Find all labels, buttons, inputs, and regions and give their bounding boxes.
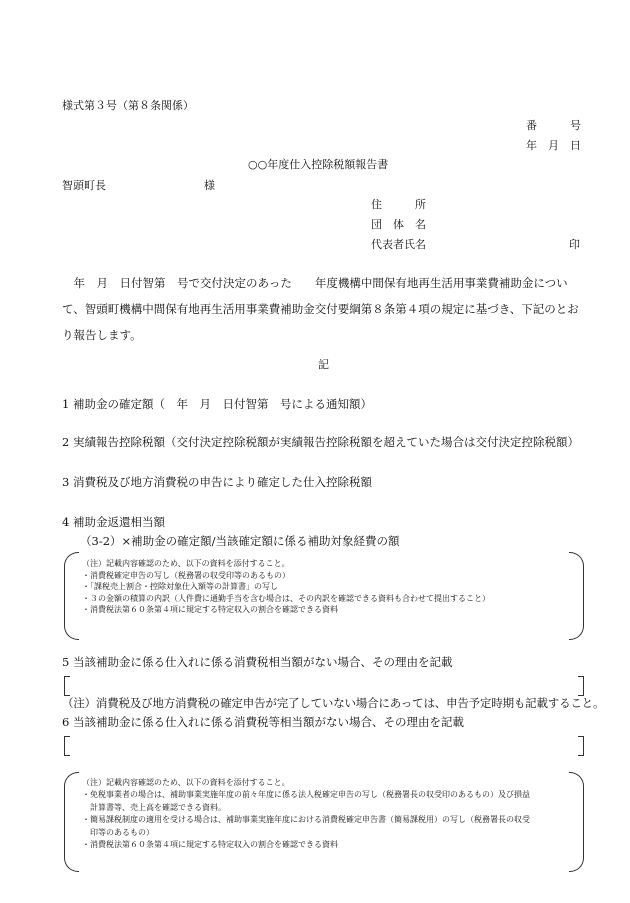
left-bracket [64,676,70,696]
honorific: 様 [204,179,215,192]
item-5-note: （注）消費税及び地方消費税の確定申告が完了していない場合にあっては、申告予定時期も記載すること。 [62,696,605,710]
left-bracket [64,552,79,640]
representative-label: 代表者氏名 [371,238,426,251]
item-6: 6 当該補助金に係る仕入れに係る消費税等相当額がない場合、その理由を記載 [62,715,464,729]
body-paragraph: 年 月 日付智第 号で交付決定のあった 年度機構中間保有地再生活用事業費補助金について、智頭町機構中間保有地再生活用事業費補助金交付要綱第８条第４項の規定に基づき、下記のとおり報告します。 [62,276,579,342]
note-box-2 [64,772,584,872]
note-2-text [82,777,566,851]
right-bracket [569,552,584,640]
organization-label: 団 体 名 [371,218,426,231]
note-1-line: ・３の金額の積算の内訳（人件費に通勤手当を含む場合は、その内訳を確認できる資料も合わせて提出すること） [82,593,490,603]
note-2-line: （注）記載内容確認のため、以下の資料を添付すること。 [82,778,290,787]
note-2-line: ・簡易課税制度の適用を受ける場合は、補助事業実施年度における消費税確定申告書（簡易課税用）の写し（税務署長の収受 [82,815,530,825]
number-label: 番 号 [526,119,581,132]
note-1-line: ・消費税確定申告の写し（税務署の収受印等のあるもの） [82,570,290,580]
note-box-1 [64,552,584,640]
date-label: 年 月 日 [526,139,581,152]
note-2-line: ・消費税法第６０条第４項に規定する特定収入の割合を確認できる資料 [82,839,338,849]
document-title: ○○年度仕入控除税額報告書 [248,158,389,171]
item-1: 1 補助金の確定額（ 年 月 日付智第 号による通知額） [62,397,372,411]
right-bracket [578,736,584,756]
item-4-formula: （3-2）×補助金の確定額/当該確定額に係る補助対象経費の額 [80,534,400,548]
ki-heading: 記 [318,358,329,371]
note-1-line: ・消費税法第６０条第４項に規定する特定収入の割合を確認できる資料 [82,605,338,615]
item-5: 5 当該補助金に係る仕入れに係る消費税相当額がない場合、その理由を記載 [62,655,453,669]
right-bracket [569,772,584,872]
left-bracket [64,772,79,872]
note-2-line: ・免税事業者の場合は、補助事業実施年度の前々年度に係る法人税確定申告の写し（税務署長の収受印のあるもの）及び損益 [82,790,530,800]
note-1-line: （注）記載内容確認のため、以下の資料を添付すること。 [82,559,290,568]
note-2-line: 印等のあるもの） [82,827,154,837]
item-4: 4 補助金返還相当額 [62,515,165,529]
item-6-reason-field[interactable] [64,736,584,756]
address-label: 住 所 [371,198,426,211]
addressee: 智頭町長 [62,179,106,192]
form-number: 様式第３号（第８条関係） [62,99,194,112]
note-1-text [82,558,566,616]
item-2: 2 実績報告控除税額（交付決定控除税額が実績報告控除税額を超えていた場合は交付決定控除税額） [62,435,579,449]
item-3: 3 消費税及び地方消費税の申告により確定した仕入控除税額 [62,475,372,489]
note-2-line: 計算書等、売上高を確認できる資料。 [82,802,226,812]
note-1-line: ・「課税売上割合・控除対象仕入額等の計算書」の写し [82,582,278,592]
item-5-reason-field[interactable] [64,676,584,696]
seal-mark: 印 [569,238,580,251]
right-bracket [578,676,584,696]
left-bracket [64,736,70,756]
